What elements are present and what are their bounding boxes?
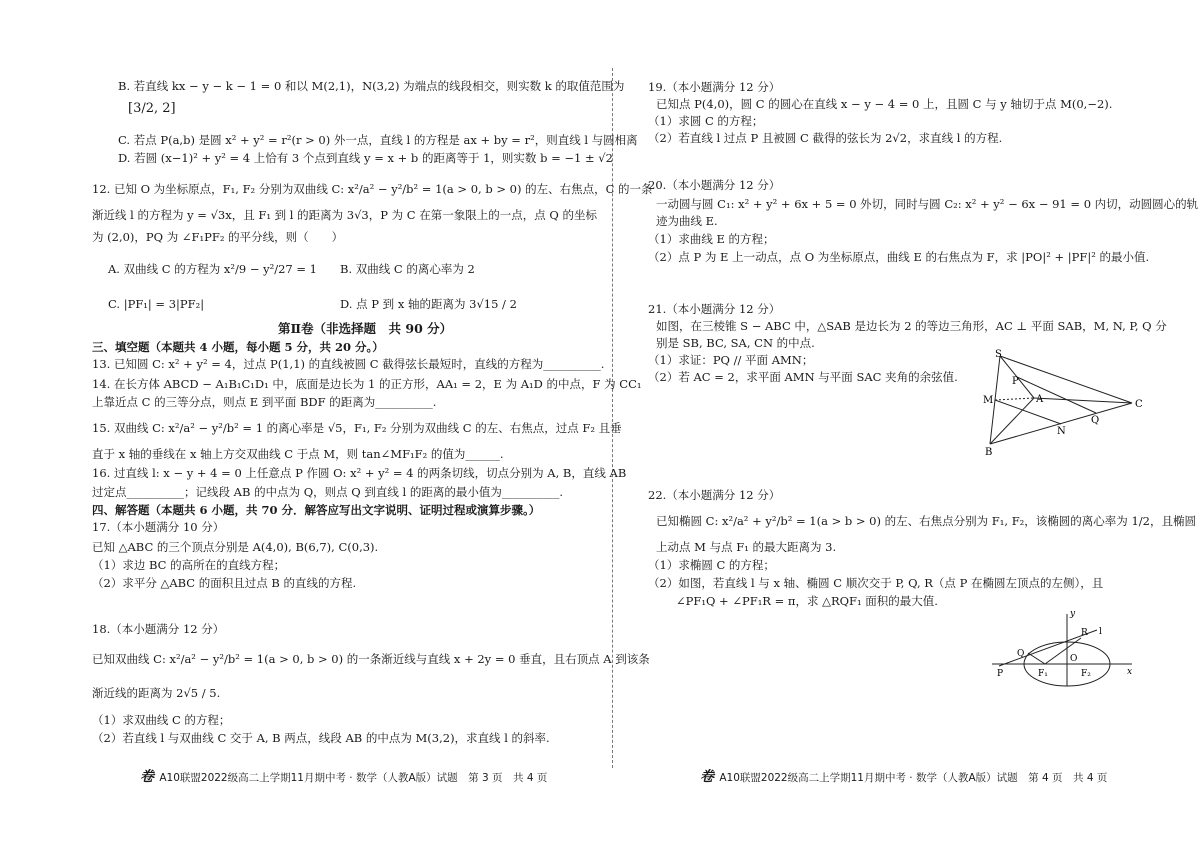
q18-part-1: （1）求双曲线 C 的方程；	[92, 713, 231, 727]
q21-part-1: （1）求证：PQ // 平面 AMN；	[648, 353, 814, 367]
q21-title: 21.（本小题满分 12 分）	[648, 302, 781, 316]
q21-line-2: 别是 SB, BC, SA, CN 的中点.	[656, 336, 815, 350]
q17-title: 17.（本小题满分 10 分）	[92, 520, 225, 534]
q20-title: 20.（本小题满分 12 分）	[648, 178, 781, 192]
q20-part-2: （2）点 P 为 E 上一动点，点 O 为坐标原点，曲线 E 的右焦点为 F，求 |PO|² + |PF|² 的最小值.	[648, 250, 1150, 264]
q15-line-1: 15. 双曲线 C: x²/a² − y²/b² = 1 的离心率是 √5，F₁, F₂ 分别为双曲线 C 的左、右焦点，过点 F₂ 且垂	[92, 421, 622, 435]
q18-line-1: 已知双曲线 C: x²/a² − y²/b² = 1(a > 0, b > 0) 的一条渐近线与直线 x + 2y = 0 垂直，且右顶点 A 到该条	[92, 652, 650, 666]
label-s: S	[995, 349, 1002, 360]
q19-part-1: （1）求圆 C 的方程；	[648, 114, 764, 128]
q12-option-c: C. |PF₁| = 3|PF₂|	[108, 297, 205, 311]
q20-part-1: （1）求曲线 E 的方程；	[648, 232, 775, 246]
q12-option-d: D. 点 P 到 x 轴的距离为 3√15 / 2	[340, 297, 517, 311]
label-n: N	[1057, 426, 1066, 437]
q19-line-1: 已知点 P(4,0)，圆 C 的圆心在直线 x − y − 4 = 0 上，且圆 C 与 y 轴切于点 M(0,−2).	[656, 97, 1113, 111]
q18-line-2: 渐近线的距离为 2√5 / 5.	[92, 686, 221, 700]
q17-line-1: 已知 △ABC 的三个顶点分别是 A(4,0), B(6,7), C(0,3).	[92, 540, 379, 554]
right-footer	[700, 766, 1107, 786]
q18-part-2: （2）若直线 l 与双曲线 C 交于 A, B 两点，线段 AB 的中点为 M(3,2)，求直线 l 的斜率.	[92, 731, 550, 745]
q22-line-2: 上动点 M 与点 F₁ 的最大距离为 3.	[656, 540, 837, 554]
q20-line-1: 一动圆与圆 C₁: x² + y² + 6x + 5 = 0 外切，同时与圆 C₂: x² + y² − 6x − 91 = 0 内切，动圆圆心的轨	[656, 197, 1199, 211]
q20-line-2: 迹为曲线 E.	[656, 214, 718, 228]
q22-part-1: （1）求椭圆 C 的方程；	[648, 558, 775, 572]
label-x-axis: x	[1127, 667, 1133, 677]
label-b: B	[985, 447, 993, 456]
q22-part-2: （2）如图，若直线 l 与 x 轴、椭圆 C 顺次交于 P, Q, R（点 P 在椭圆左顶点的左侧），且	[648, 576, 1104, 590]
label-y-axis: y	[1070, 609, 1076, 619]
pyramid-figure	[982, 348, 1152, 456]
q12-option-b: B. 双曲线 C 的离心率为 2	[340, 262, 475, 276]
label-q-point: Q	[1017, 649, 1025, 659]
q16-line-2: 过定点__________；记线段 AB 的中点为 Q，则点 Q 到直线 l 的距离的最小值为__________.	[92, 485, 564, 499]
q11-option-d: D. 若圆 (x−1)² + y² = 4 上恰有 3 个点到直线 y = x + b 的距离等于 1，则实数 b = −1 ± √2	[118, 151, 613, 165]
label-l: l	[1099, 627, 1102, 637]
right-page	[612, 0, 1200, 848]
q22-line-1: 已知椭圆 C: x²/a² + y²/b² = 1(a > b > 0) 的左、右焦点分别为 F₁, F₂，该椭圆的离心率为 1/2，且椭圆	[656, 514, 1196, 528]
section-3-heading: 三、填空题（本题共 4 小题，每小题 5 分，共 20 分。）	[92, 340, 384, 354]
q16-line-1: 16. 过直线 l: x − y + 4 = 0 上任意点 P 作圆 O: x² + y² = 4 的两条切线，切点分别为 A, B，直线 AB	[92, 466, 627, 480]
publisher-logo: 卷	[140, 769, 154, 785]
q12-option-a: A. 双曲线 C 的方程为 x²/9 − y²/27 = 1	[108, 262, 317, 276]
q12-line-1: 12. 已知 O 为坐标原点，F₁, F₂ 分别为双曲线 C: x²/a² − y²/b² = 1(a > 0, b > 0) 的左、右焦点，C 的一条	[92, 182, 653, 196]
label-q: Q	[1091, 415, 1100, 426]
q18-title: 18.（本小题满分 12 分）	[92, 622, 225, 636]
q14-line-1: 14. 在长方体 ABCD − A₁B₁C₁D₁ 中，底面是边长为 1 的正方形，AA₁ = 2，E 为 A₁D 的中点，F 为 CC₁	[92, 377, 642, 391]
left-footer-text: A10联盟2022级高二上学期11月期中考 · 数学（人教A版）试题 第 3 页 共 4 页	[159, 772, 548, 784]
label-f2: F₂	[1081, 669, 1091, 679]
q11-option-c: C. 若点 P(a,b) 是圆 x² + y² = r²(r > 0) 外一点，直线 l 的方程是 ax + by = r²，则直线 l 与圆相离	[118, 133, 638, 147]
q22-part-3: ∠PF₁Q + ∠PF₁R = π，求 △RQF₁ 面积的最大值.	[676, 594, 938, 608]
ellipse-figure	[987, 608, 1137, 688]
right-footer-text: A10联盟2022级高二上学期11月期中考 · 数学（人教A版）试题 第 4 页 共 4 页	[719, 772, 1108, 784]
part2-title: 第Ⅱ卷（非选择题 共 90 分）	[278, 321, 453, 336]
label-m: M	[983, 395, 994, 406]
q21-line-1: 如图，在三棱锥 S − ABC 中，△SAB 是边长为 2 的等边三角形，AC ⊥ 平面 SAB，M, N, P, Q 分	[656, 319, 1167, 333]
q12-line-3: 为 (2,0)，PQ 为 ∠F₁PF₂ 的平分线，则（ ）	[92, 230, 344, 244]
label-o: O	[1070, 654, 1078, 664]
section-4-heading: 四、解答题（本题共 6 小题，共 70 分．解答应写出文字说明、证明过程或演算步骤。）	[92, 503, 541, 517]
q13: 13. 已知圆 C: x² + y² = 4，过点 P(1,1) 的直线被圆 C 截得弦长最短时，直线的方程为__________.	[92, 357, 605, 371]
label-a: A	[1036, 394, 1044, 405]
label-c: C	[1135, 399, 1143, 410]
left-footer	[140, 766, 547, 786]
q22-title: 22.（本小题满分 12 分）	[648, 488, 781, 502]
label-r: R	[1081, 628, 1088, 638]
q14-line-2: 上靠近点 C 的三等分点，则点 E 到平面 BDF 的距离为__________.	[92, 395, 437, 409]
q11-option-b: B. 若直线 kx − y − k − 1 = 0 和以 M(2,1)，N(3,2) 为端点的线段相交，则实数 k 的取值范围为	[118, 79, 625, 93]
q11-option-b-range: [3/2, 2]	[128, 101, 176, 116]
q19-title: 19.（本小题满分 12 分）	[648, 80, 781, 94]
q12-line-2: 渐近线 l 的方程为 y = √3x，且 F₁ 到 l 的距离为 3√3，P 为 C 在第一象限上的一点，点 Q 的坐标	[92, 208, 597, 222]
q21-part-2: （2）若 AC = 2，求平面 AMN 与平面 SAC 夹角的余弦值.	[648, 370, 958, 384]
label-p-point: P	[997, 669, 1004, 679]
label-f1: F₁	[1038, 669, 1048, 679]
publisher-logo: 卷	[700, 769, 714, 785]
label-p: P	[1012, 376, 1019, 387]
q15-line-2: 直于 x 轴的垂线在 x 轴上方交双曲线 C 于点 M，则 tan∠MF₁F₂ 的值为______.	[92, 447, 504, 461]
q19-part-2: （2）若直线 l 过点 P 且被圆 C 截得的弦长为 2√2，求直线 l 的方程.	[648, 131, 1003, 145]
q17-part-2: （2）求平分 △ABC 的面积且过点 B 的直线的方程.	[92, 576, 357, 590]
q17-part-1: （1）求边 BC 的高所在的直线方程；	[92, 558, 286, 572]
